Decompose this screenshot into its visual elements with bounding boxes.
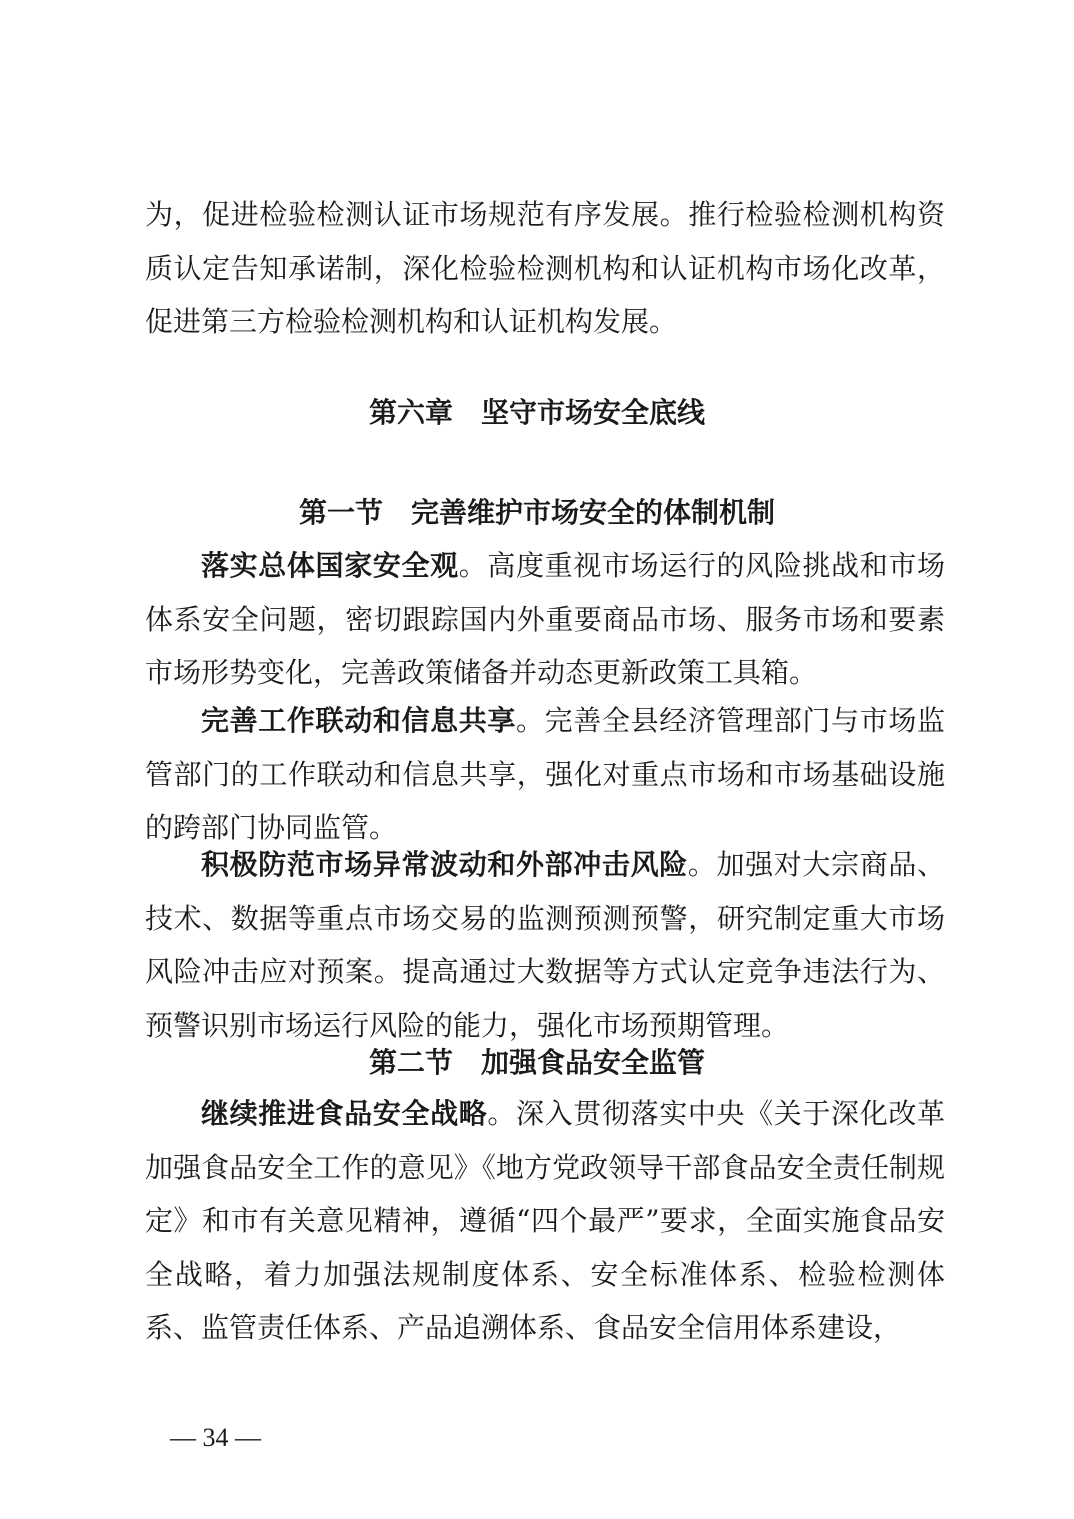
- paragraph-text: 。加强对大宗商品、技术、数据等重点市场交易的监测预测预警，研究制定重大市场风险冲击应对预案。提高通过大数据等方式认定竞争违法行为、预警识别市场运行风险的能力，强化市场预期管理。: [145, 848, 945, 1042]
- paragraph-text: 。高度重视市场运行的风险挑战和市场体系安全问题，密切跟踪国内外重要商品市场、服务市场和要素市场形势变化，完善政策储备并动态更新政策工具箱。: [145, 549, 945, 689]
- section-title-1: 第一节 完善维护市场安全的体制机制: [298, 496, 775, 529]
- intro-paragraph: [145, 188, 945, 349]
- section-title-2: 第二节 加强食品安全监管: [368, 1046, 705, 1079]
- paragraph-security-view: [145, 539, 945, 700]
- paragraph-lead: 完善工作联动和信息共享: [201, 704, 517, 737]
- paragraph-text: 。深入贯彻落实中央《关于深化改革加强食品安全工作的意见》《地方党政领导干部食品安全责任制规定》和市有关意见精神，遵循“四个最严”要求，全面实施食品安全战略，着力加强法规制度体系、安全标准体系、检验检测体系、监管责任体系、产品追溯体系、食品安全信用体系建设，: [145, 1097, 945, 1344]
- paragraph-text: 。完善全县经济管理部门与市场监管部门的工作联动和信息共享，强化对重点市场和市场基础设施的跨部门协同监管。: [145, 704, 945, 844]
- paragraph-risk-prevention: [145, 838, 945, 1052]
- paragraph-lead: 积极防范市场异常波动和外部冲击风险: [201, 848, 688, 881]
- paragraph-lead: 继续推进食品安全战略: [201, 1097, 488, 1130]
- page-number: — 34 —: [170, 1423, 261, 1452]
- paragraph-food-safety: [145, 1087, 945, 1355]
- intro-text: 为，促进检验检测认证市场规范有序发展。推行检验检测机构资质认定告知承诺制，深化检验检测机构和认证机构市场化改革，促进第三方检验检测机构和认证机构发展。: [145, 198, 945, 338]
- chapter-title: 第六章 坚守市场安全底线: [368, 396, 705, 429]
- paragraph-lead: 落实总体国家安全观: [201, 549, 459, 582]
- paragraph-info-sharing: [145, 694, 945, 855]
